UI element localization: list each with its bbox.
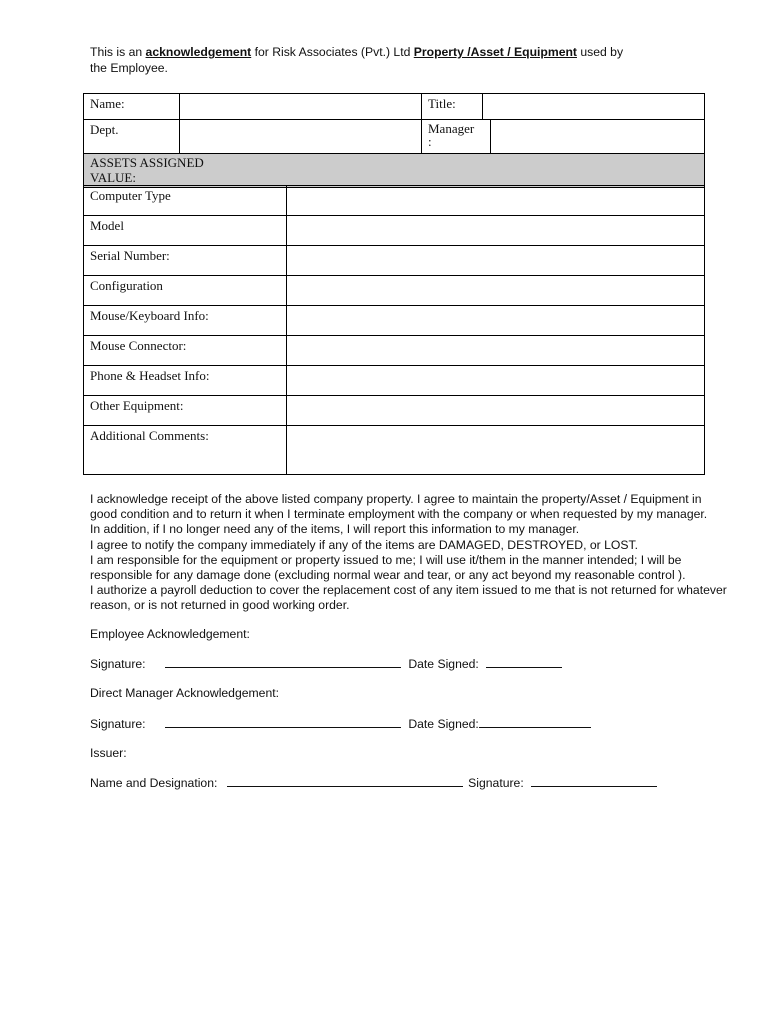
employee-info-table — [83, 93, 705, 188]
asset-label: Computer Type — [84, 186, 287, 216]
asset-row — [84, 186, 705, 216]
manager-signature-line[interactable] — [165, 716, 401, 728]
asset-row — [84, 216, 705, 246]
asset-value-field[interactable] — [287, 276, 705, 306]
employee-signature-row — [90, 656, 562, 671]
assets-table — [83, 185, 705, 475]
terms-line: I am responsible for the equipment or property issued to me; I will use it/them in the manner intended; I will be — [90, 552, 682, 567]
asset-row — [84, 276, 705, 306]
terms-line: reason, or is not returned in good working order. — [90, 598, 350, 613]
asset-value-field[interactable] — [287, 396, 705, 426]
terms-line: responsible for any damage done (excluding normal wear and tear, or any act beyond my reasonable control ). — [90, 568, 686, 583]
acknowledgement-word: acknowledgement — [145, 45, 252, 59]
asset-value-field[interactable] — [287, 186, 705, 216]
employee-signature-line[interactable] — [165, 656, 401, 668]
asset-row — [84, 396, 705, 426]
issuer-heading: Issuer: — [90, 746, 127, 760]
date-signed-label: Date Signed: — [408, 657, 479, 671]
terms-line: I authorize a payroll deduction to cover the replacement cost of any item issued to me that is not returned for whatever — [90, 583, 727, 598]
issuer-name-line[interactable] — [227, 775, 463, 787]
date-signed-label: Date Signed: — [408, 717, 479, 731]
asset-value-field[interactable] — [287, 306, 705, 336]
manager-ack-heading: Direct Manager Acknowledgement: — [90, 686, 280, 700]
manager-label — [422, 120, 491, 154]
assets-assigned-heading — [84, 154, 705, 188]
asset-value-field[interactable] — [287, 366, 705, 396]
asset-label: Mouse/Keyboard Info: — [84, 306, 287, 336]
property-phrase: Property /Asset / Equipment — [413, 45, 577, 59]
employee-ack-heading: Employee Acknowledgement: — [90, 627, 250, 641]
manager-date-line[interactable] — [479, 716, 591, 728]
asset-row — [84, 366, 705, 396]
issuer-row — [90, 775, 657, 790]
signature-label: Signature: — [90, 717, 146, 731]
terms-line: In addition, if I no longer need any of the items, I will report this information to my manager. — [90, 522, 580, 537]
employee-date-line[interactable] — [486, 656, 562, 668]
manager-label-line-2: : — [428, 134, 432, 149]
name-label: Name: — [84, 94, 180, 120]
signature-label: Signature: — [468, 776, 524, 790]
intro-line-2: the Employee. — [90, 61, 168, 75]
name-designation-label: Name and Designation: — [90, 776, 218, 790]
asset-value-field[interactable] — [287, 216, 705, 246]
dept-field[interactable] — [180, 120, 422, 154]
asset-value-field[interactable] — [287, 426, 705, 475]
assets-heading-line-1: ASSETS ASSIGNED — [90, 155, 204, 170]
intro-suffix: used by — [576, 45, 624, 59]
manager-signature-row — [90, 716, 591, 731]
manager-field[interactable] — [491, 120, 705, 154]
dept-label: Dept. — [84, 120, 180, 154]
intro-line-1 — [90, 44, 690, 60]
asset-label: Mouse Connector: — [84, 336, 287, 366]
asset-value-field[interactable] — [287, 246, 705, 276]
asset-row — [84, 246, 705, 276]
issuer-signature-line[interactable] — [531, 775, 657, 787]
name-field[interactable] — [180, 94, 422, 120]
title-label: Title: — [422, 94, 483, 120]
asset-label: Serial Number: — [84, 246, 287, 276]
asset-label: Additional Comments: — [84, 426, 287, 475]
asset-label: Configuration — [84, 276, 287, 306]
terms-line: good condition and to return it when I terminate employment with the company or when requested by my manager. — [90, 507, 708, 522]
terms-line: I agree to notify the company immediately if any of the items are DAMAGED, DESTROYED, or LOST. — [90, 537, 638, 552]
intro-prefix: This is an — [90, 45, 146, 59]
asset-row — [84, 426, 705, 475]
title-field[interactable] — [483, 94, 705, 120]
signature-label: Signature: — [90, 657, 146, 671]
asset-value-field[interactable] — [287, 336, 705, 366]
asset-label: Other Equipment: — [84, 396, 287, 426]
asset-label: Phone & Headset Info: — [84, 366, 287, 396]
intro-text — [90, 44, 690, 76]
intro-company: for Risk Associates (Pvt.) Ltd — [251, 45, 414, 59]
terms-line: I acknowledge receipt of the above listed company property. I agree to maintain the property/Asset / Equipment in — [90, 492, 702, 506]
manager-label-line-1: Manager — [428, 121, 475, 136]
terms-paragraph — [90, 492, 755, 614]
asset-label: Model — [84, 216, 287, 246]
asset-row — [84, 336, 705, 366]
asset-row — [84, 306, 705, 336]
assets-heading-line-2: VALUE: — [90, 170, 136, 185]
